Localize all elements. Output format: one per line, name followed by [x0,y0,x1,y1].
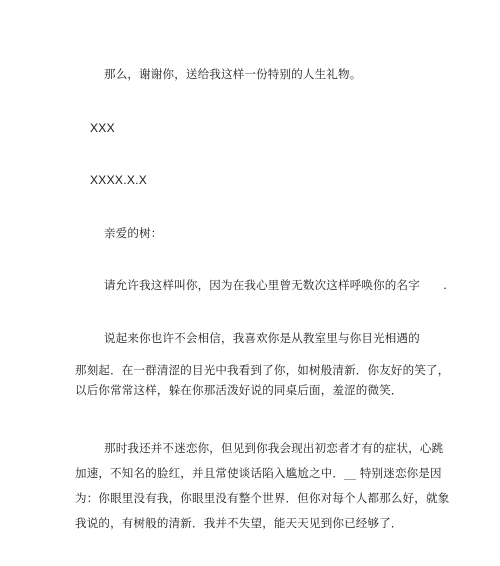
paragraph-2-line-2: 那刻起．在一群清涩的目光中我看到了你，如树般清新．你友好的笑了， [75,363,450,377]
paragraph-1-line-1: 请允许我这样叫你，因为在我心里曾无数次这样呼唤你的名字 . [104,278,448,292]
paragraph-2-line-3: 以后你常常这样，躲在你那活泼好说的同桌后面，羞涩的微笑． [75,383,403,397]
paragraph-3-line-4: 我说的，有树般的清新．我并不失望，能天天见到你已经够了． [75,516,403,530]
paragraph-thanks: 那么，谢谢你，送给我这样一份特别的人生礼物。 [104,67,362,81]
paragraph-2-line-1: 说起来你也许不会相信，我喜欢你是从教室里与你目光相遇的 [104,331,420,345]
paragraph-3-line-2: 加速，不知名的脸红，并且常使谈话陷入尴尬之中．__ 特别迷恋你是因 [75,466,442,480]
date-line: XXXX.X.X [90,173,148,187]
paragraph-3-line-3: 为：你眼里没有我，你眼里没有整个世界．但你对每个人都那么好，就象 [75,491,450,505]
salutation: 亲爱的树： [104,226,163,240]
paragraph-3-line-1: 那时我还并不迷恋你，但见到你我会现出初恋者才有的症状，心跳 [104,441,444,455]
sender-name: XXX [90,121,115,135]
